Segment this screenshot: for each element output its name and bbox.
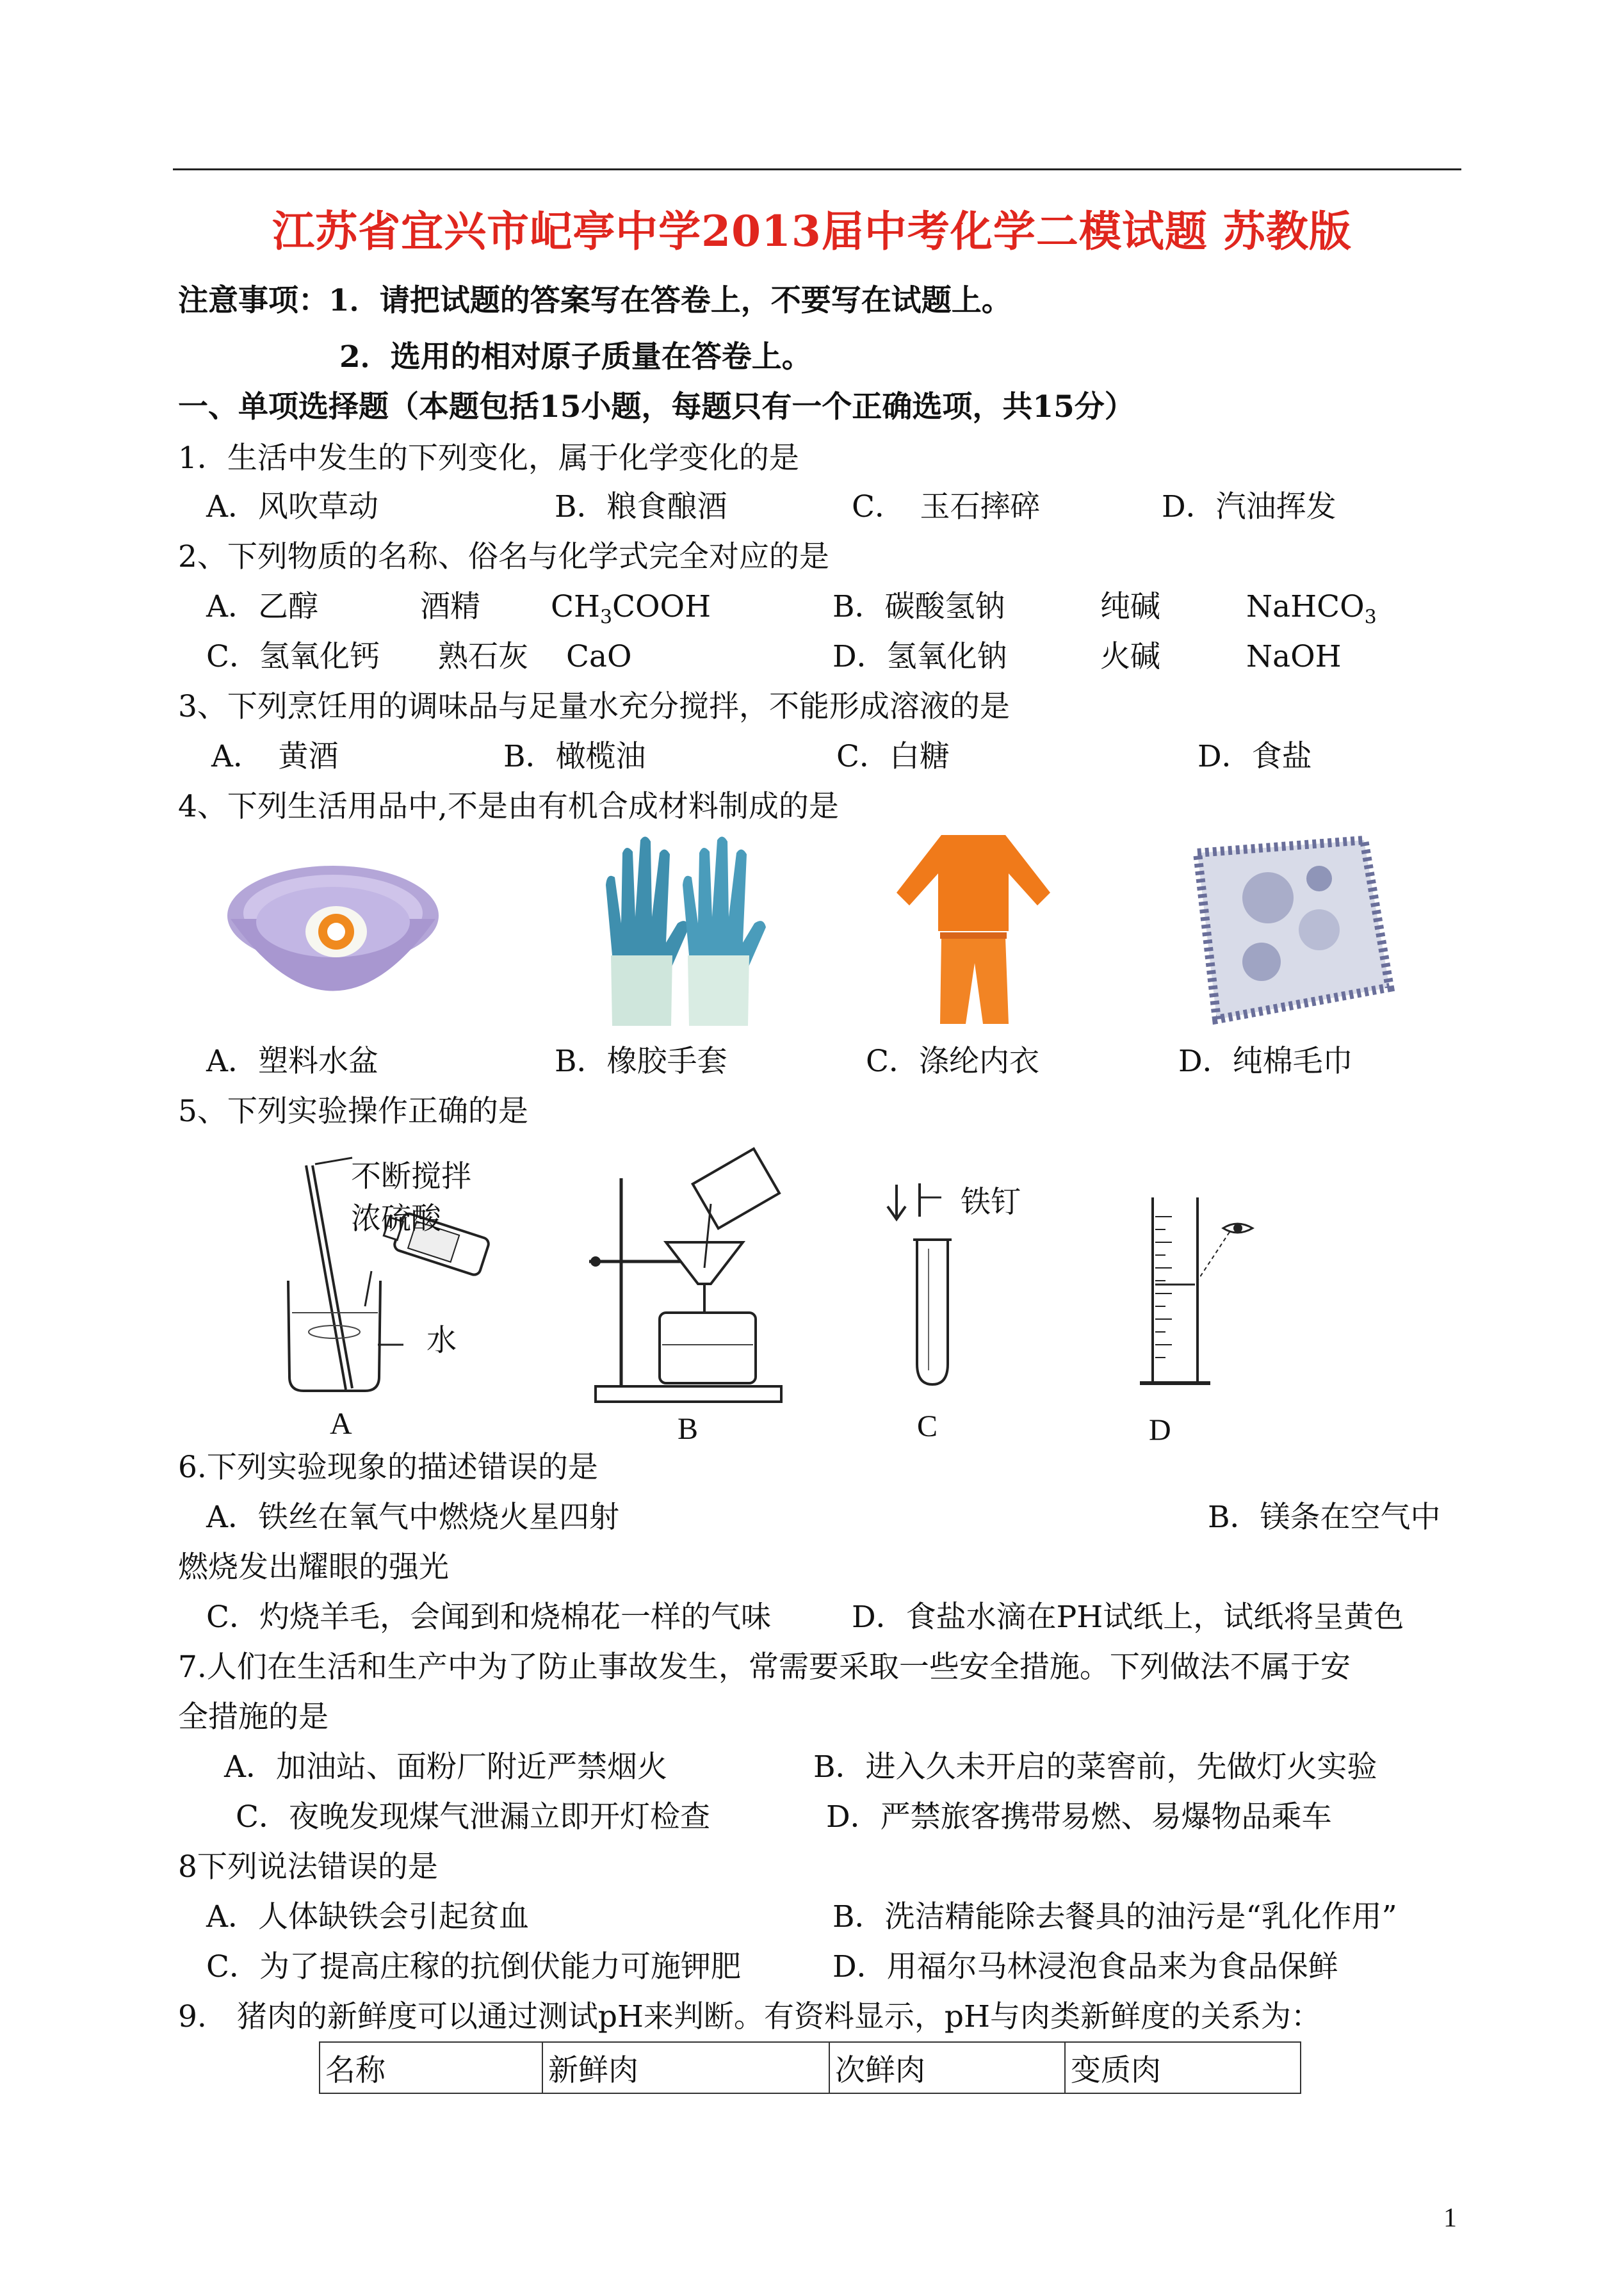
q4-option-a: A．塑料水盆 — [206, 1044, 378, 1079]
q3-option-a: A． 黄酒 — [211, 739, 339, 774]
table-header-cell: 名称 — [320, 2042, 542, 2093]
q6-option-b-cont: 燃烧发出耀眼的强光 — [178, 1550, 449, 1585]
header-rule — [173, 168, 1461, 170]
q7-option-b: B．进入久未开启的菜窖前，先做灯火实验 — [813, 1749, 1377, 1785]
q7-option-d: D．严禁旅客携带易燃、易爆物品乘车 — [826, 1799, 1332, 1835]
q8-stem: 8下列说法错误的是 — [178, 1849, 438, 1885]
q6-option-c: C．灼烧羊毛，会闻到和烧棉花一样的气味 — [206, 1600, 771, 1635]
page-number: 1 — [1443, 2203, 1457, 2233]
caption-d: D — [1149, 1413, 1171, 1447]
q8-option-b: B．洗洁精能除去餐具的油污是“乳化作用” — [832, 1899, 1397, 1934]
q2-b-common: 纯碱 — [1100, 589, 1160, 624]
q4-option-d: D．纯棉毛巾 — [1178, 1044, 1353, 1079]
q8-option-c: C．为了提高庄稼的抗倒伏能力可施钾肥 — [206, 1949, 741, 1984]
q2-a-formula: $CH_3COOH$ — [551, 589, 711, 629]
diagram-d-graduated-cylinder — [1127, 1191, 1281, 1402]
table-row — [320, 2042, 1301, 2093]
q3-option-d: D．食盐 — [1198, 739, 1312, 774]
q3-option-c: C．白糖 — [836, 739, 950, 774]
q2-b-name: B．碳酸氢钠 — [832, 589, 1005, 624]
q1-option-c: C． 玉石摔碎 — [852, 489, 1041, 524]
notes-line-1: 注意事项：1．请把试题的答案写在答卷上，不要写在试题上。 — [178, 283, 1012, 318]
q6-option-b: B．镁条在空气中 — [1208, 1500, 1441, 1535]
q7-option-c: C．夜晚发现煤气泄漏立即开灯检查 — [236, 1799, 710, 1835]
q2-c-common: 熟石灰 — [438, 639, 528, 674]
q5-stem: 5、下列实验操作正确的是 — [178, 1094, 528, 1129]
label-water: 水 — [426, 1323, 457, 1358]
label-conc-acid: 浓硫酸 — [351, 1201, 441, 1237]
plastic-basin-image — [218, 852, 448, 1025]
q2-a-common: 酒精 — [420, 589, 480, 624]
label-iron-nail: 铁钉 — [961, 1185, 1021, 1220]
q7-stem-2: 全措施的是 — [178, 1699, 329, 1735]
q2-d-formula: NaOH — [1246, 639, 1342, 674]
q4-option-b: B．橡胶手套 — [555, 1044, 727, 1079]
q1-option-b: B．粮食酿酒 — [555, 489, 727, 524]
polyester-underwear-image — [890, 822, 1057, 1034]
q7-stem-1: 7.人们在生活和生产中为了防止事故发生，常需要采取一些安全措施。下列做法不属于安 — [178, 1650, 1351, 1685]
q1-stem: 1．生活中发生的下列变化，属于化学变化的是 — [178, 441, 799, 476]
caption-b: B — [678, 1412, 699, 1446]
caption-a: A — [330, 1407, 352, 1441]
q4-stem: 4、下列生活用品中,不是由有机合成材料制成的是 — [178, 789, 839, 824]
diagram-b-filtration — [576, 1140, 807, 1409]
q6-option-a: A．铁丝在氧气中燃烧火星四射 — [206, 1500, 619, 1535]
q2-c-formula: CaO — [566, 639, 632, 674]
q2-b-formula: NaHCO$_3$ — [1246, 589, 1377, 629]
q6-stem: 6.下列实验现象的描述错误的是 — [178, 1450, 598, 1485]
q7-option-a: A．加油站、面粉厂附近严禁烟火 — [224, 1749, 667, 1785]
q2-stem: 2、下列物质的名称、俗名与化学式完全对应的是 — [178, 539, 829, 574]
page-title: 江苏省宜兴市屺亭中学2013届中考化学二模试题 苏教版 — [272, 206, 1352, 256]
q2-a-name: A．乙醇 — [206, 589, 318, 624]
q8-option-a: A．人体缺铁会引起贫血 — [206, 1899, 529, 1934]
q9-stem: 9. 猪肉的新鲜度可以通过测试pH来判断。有资料显示，pH与肉类新鲜度的关系为： — [178, 1999, 1321, 2034]
table-header-cell: 次鲜肉 — [829, 2042, 1065, 2093]
label-stir: 不断搅拌 — [351, 1159, 471, 1194]
q2-d-name: D．氢氧化钠 — [832, 639, 1007, 674]
table-header-cell: 变质肉 — [1065, 2042, 1301, 2093]
table-header-cell: 新鲜肉 — [542, 2042, 829, 2093]
q4-option-c: C．涤纶内衣 — [866, 1044, 1039, 1079]
rubber-gloves-image — [593, 827, 785, 1032]
q2-d-common: 火碱 — [1100, 639, 1160, 674]
q2-c-name: C．氢氧化钙 — [206, 639, 380, 674]
q1-option-a: A．风吹草动 — [206, 489, 378, 524]
q1-option-d: D．汽油挥发 — [1162, 489, 1336, 524]
ph-freshness-table — [319, 2041, 1301, 2094]
q3-option-b: B．橄榄油 — [503, 739, 646, 774]
q3-stem: 3、下列烹饪用的调味品与足量水充分搅拌，不能形成溶液的是 — [178, 689, 1010, 724]
cotton-towel-image — [1172, 827, 1402, 1032]
notes-line-2: 2．选用的相对原子质量在答卷上。 — [339, 339, 812, 375]
q8-option-d: D．用福尔马林浸泡食品来为食品保鲜 — [832, 1949, 1338, 1984]
q6-option-d: D．食盐水滴在PH试纸上，试纸将呈黄色 — [852, 1600, 1404, 1635]
section-heading: 一、单项选择题（本题包括15小题，每题只有一个正确选项，共15分） — [178, 389, 1135, 425]
caption-c: C — [917, 1409, 938, 1443]
